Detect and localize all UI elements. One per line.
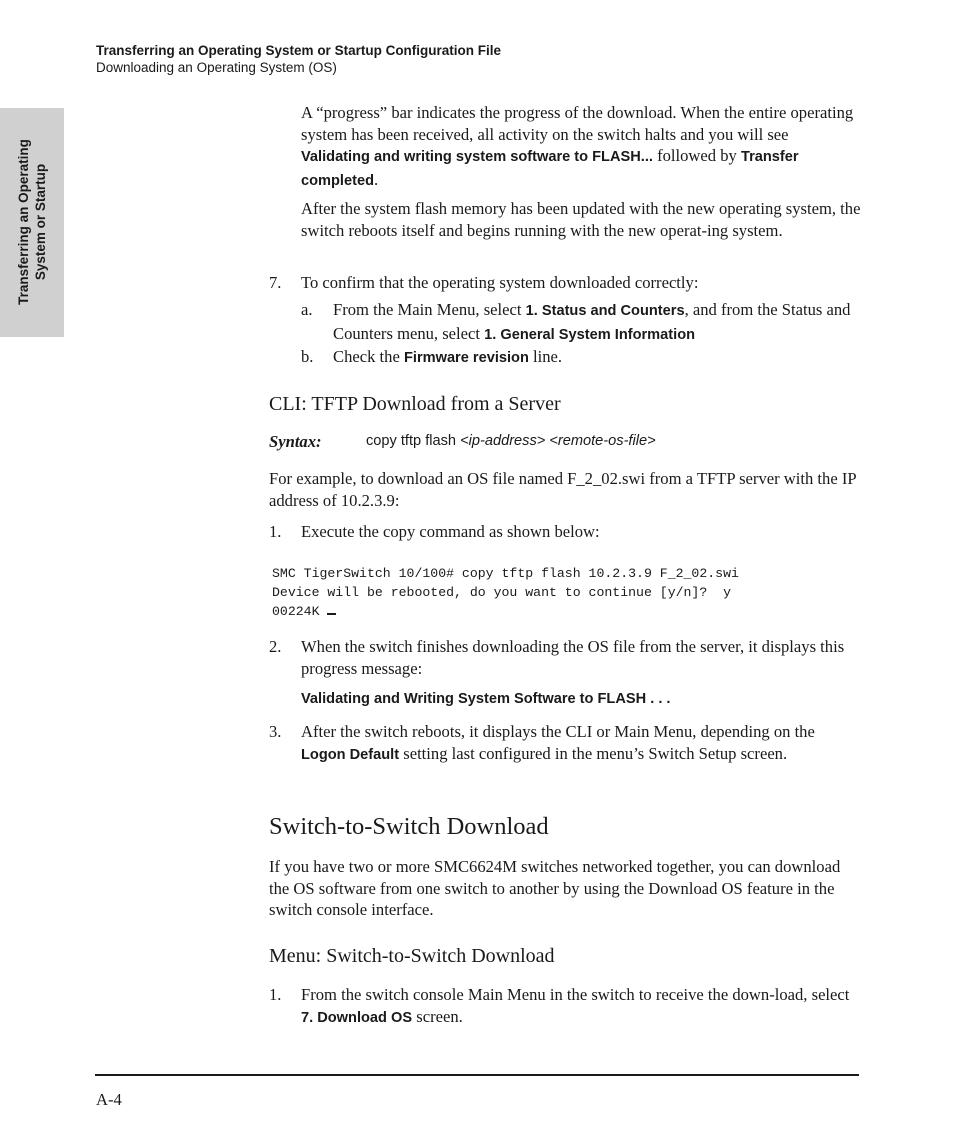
paragraph-switch-to-switch: If you have two or more SMC6624M switches networked together, you can download the OS software from one switch to another by using the Download OS feature in the switch console interface. — [269, 857, 841, 919]
step-7-text: To confirm that the operating system downloaded correctly: — [301, 273, 699, 292]
page-number: A-4 — [96, 1090, 122, 1109]
cli-step-1-text: Execute the copy command as shown below: — [301, 522, 600, 541]
step-7b-text: Check the Firmware revision line. — [333, 347, 563, 366]
footer-rule — [95, 1074, 859, 1076]
side-tab-line-1: Transferring an Operating — [16, 139, 31, 305]
cli-step-3-text: After the switch reboots, it displays the CLI or Main Menu, depending on the Logon Default setting last configured in the menu’s Switch Setup screen. — [301, 722, 815, 763]
side-tab-line-2: System or Startup — [33, 163, 48, 281]
cli-step-2-text: When the switch finishes downloading the OS file from the server, it displays this progress message: — [301, 637, 845, 678]
side-tab-label — [15, 108, 49, 337]
keyword: Firmware revision — [403, 350, 529, 366]
paragraph-example: For example, to download an OS file named F_2_02.swi from a TFTP server with the IP address of 10.2.3.9: — [269, 469, 856, 510]
syntax-command: copy tftp flash <ip-address> <remote-os-file> — [366, 433, 656, 449]
code-line: SMC TigerSwitch 10/100# copy tftp flash 10.2.3.9 F_2_02.swi — [272, 566, 739, 581]
cli-step-2-number: 2. — [269, 637, 282, 656]
running-header — [96, 42, 501, 76]
step-7a-text: From the Main Menu, select 1. Status and Counters, and from the Status and Counters menu, select 1. General System Information — [333, 300, 851, 343]
switch-to-switch-heading: Switch-to-Switch Download — [269, 813, 549, 840]
chapter-title: Transferring an Operating System or Startup Configuration File — [96, 43, 502, 58]
step-7a-label: a. — [301, 300, 313, 319]
code-line: 00224K — [272, 602, 739, 621]
keyword: Logon Default — [301, 746, 400, 763]
paragraph-flash: After the system flash memory has been updated with the new operating system, the switch reboots itself and begins running with the new operat-ing system. — [301, 199, 861, 240]
step-7b-label: b. — [301, 347, 314, 366]
cursor-icon — [327, 613, 336, 615]
keyword: 1. General System Information — [484, 326, 696, 343]
keyword: 1. Status and Counters — [525, 303, 685, 319]
menu-step-1-text: From the switch console Main Menu in the switch to receive the down-load, select 7. Download OS screen. — [301, 985, 850, 1026]
progress-message: Validating and Writing System Software to FLASH . . . — [301, 691, 671, 707]
menu-step-1-number: 1. — [269, 985, 282, 1004]
code-block — [272, 564, 739, 621]
code-line: Device will be rebooted, do you want to continue [y/n]? y — [272, 585, 731, 600]
section-title: Downloading an Operating System (OS) — [96, 60, 337, 75]
cli-heading: CLI: TFTP Download from a Server — [269, 393, 561, 415]
keyword: Validating and writing system software to FLASH... — [301, 149, 653, 165]
keyword: 7. Download OS — [301, 1009, 413, 1026]
syntax-label: Syntax: — [269, 432, 322, 451]
step-7-number: 7. — [269, 273, 282, 292]
paragraph-progress: A “progress” bar indicates the progress of the download. When the entire operating system has been received, all activity on the switch halts and you will see Validating and writing system software to FLASH... followed by Transfer completed. — [301, 103, 854, 189]
keyword: Transfer completed — [301, 149, 799, 189]
cli-step-3-number: 3. — [269, 722, 282, 741]
cli-step-1-number: 1. — [269, 522, 282, 541]
menu-heading: Menu: Switch-to-Switch Download — [269, 945, 555, 967]
side-tab — [0, 108, 64, 337]
